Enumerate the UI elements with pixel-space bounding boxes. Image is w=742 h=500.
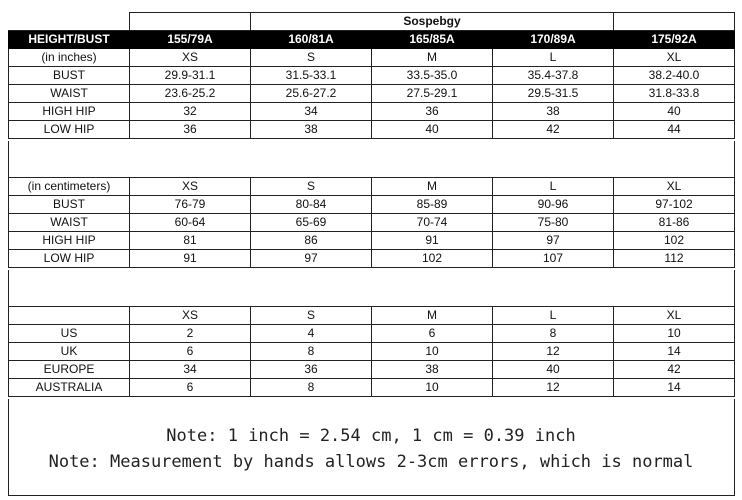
size-value-cell: 112 (614, 250, 735, 268)
section-gap (8, 141, 735, 177)
row-label-cell: WAIST (9, 214, 130, 232)
size-value-cell: 14 (614, 343, 735, 361)
size-value-cell: XL (614, 307, 735, 325)
row-label-cell: LOW HIP (9, 121, 130, 139)
size-value-cell: XS (130, 49, 251, 67)
size-value-cell: 36 (251, 361, 372, 379)
size-value-cell: 90-96 (493, 196, 614, 214)
size-value-cell: 27.5-29.1 (372, 85, 493, 103)
size-value-cell: 76-79 (130, 196, 251, 214)
size-value-cell: 81 (130, 232, 251, 250)
row-label-cell: HIGH HIP (9, 103, 130, 121)
size-value-cell: 81-86 (614, 214, 735, 232)
table-row (9, 232, 735, 250)
table-row (9, 307, 735, 325)
size-value-cell: 97-102 (614, 196, 735, 214)
row-label-cell: EUROPE (9, 361, 130, 379)
table-row (9, 361, 735, 379)
blank-cell (130, 13, 251, 31)
row-label-cell: UK (9, 343, 130, 361)
measurement-note: Note: Measurement by hands allows 2-3cm errors, which is normal (48, 452, 694, 472)
size-value-cell: 6 (372, 325, 493, 343)
table-row (9, 103, 735, 121)
size-value-cell: 107 (493, 250, 614, 268)
size-value-cell: 6 (130, 343, 251, 361)
table-row (9, 196, 735, 214)
size-value-cell: 32 (130, 103, 251, 121)
row-label-cell: (in inches) (9, 49, 130, 67)
size-value-cell: 34 (130, 361, 251, 379)
size-value-cell: 75-80 (493, 214, 614, 232)
size-value-cell: 86 (251, 232, 372, 250)
size-value-cell: 40 (614, 103, 735, 121)
header-cell: 160/81A (251, 31, 372, 49)
size-value-cell: L (493, 178, 614, 196)
size-value-cell: S (251, 49, 372, 67)
row-label-cell (9, 307, 130, 325)
size-value-cell: XS (130, 307, 251, 325)
inches-size-table (8, 12, 735, 139)
table-row (9, 214, 735, 232)
conversion-note: Note: 1 inch = 2.54 cm, 1 cm = 0.39 inch (166, 426, 576, 446)
row-label-cell: (in centimeters) (9, 178, 130, 196)
table-row (9, 49, 735, 67)
size-value-cell: 23.6-25.2 (130, 85, 251, 103)
blank-cell (614, 13, 735, 31)
row-label-cell: HIGH HIP (9, 232, 130, 250)
row-label-cell: WAIST (9, 85, 130, 103)
size-value-cell: 35.4-37.8 (493, 67, 614, 85)
size-value-cell: 102 (372, 250, 493, 268)
size-value-cell: 38 (251, 121, 372, 139)
size-value-cell: 65-69 (251, 214, 372, 232)
size-value-cell: 91 (372, 232, 493, 250)
size-value-cell: XL (614, 49, 735, 67)
size-value-cell: XS (130, 178, 251, 196)
size-value-cell: 80-84 (251, 196, 372, 214)
size-value-cell: 34 (251, 103, 372, 121)
height-bust-header-row (9, 31, 735, 49)
size-value-cell: 6 (130, 379, 251, 397)
size-value-cell: 8 (251, 343, 372, 361)
size-value-cell: 8 (251, 379, 372, 397)
size-value-cell: L (493, 49, 614, 67)
size-value-cell: 14 (614, 379, 735, 397)
row-label-cell: LOW HIP (9, 250, 130, 268)
size-value-cell: XL (614, 178, 735, 196)
header-cell: HEIGHT/BUST (9, 31, 130, 49)
size-value-cell: 2 (130, 325, 251, 343)
size-value-cell: 40 (372, 121, 493, 139)
size-value-cell: 102 (614, 232, 735, 250)
size-value-cell: 70-74 (372, 214, 493, 232)
size-value-cell: 12 (493, 343, 614, 361)
region-size-table (8, 306, 735, 397)
size-value-cell: 31.5-33.1 (251, 67, 372, 85)
row-label-cell: AUSTRALIA (9, 379, 130, 397)
size-value-cell: 10 (372, 379, 493, 397)
table-row (9, 379, 735, 397)
size-value-cell: 97 (493, 232, 614, 250)
cm-size-table (8, 177, 735, 268)
size-value-cell: 36 (130, 121, 251, 139)
size-value-cell: S (251, 307, 372, 325)
size-value-cell: 97 (251, 250, 372, 268)
table-row (9, 121, 735, 139)
size-value-cell: 60-64 (130, 214, 251, 232)
header-cell: 165/85A (372, 31, 493, 49)
brand-name: Sospebgy (251, 13, 614, 31)
size-value-cell: L (493, 307, 614, 325)
table-row (9, 325, 735, 343)
size-value-cell: 25.6-27.2 (251, 85, 372, 103)
size-value-cell: 4 (251, 325, 372, 343)
table-row (9, 67, 735, 85)
size-value-cell: 44 (614, 121, 735, 139)
section-gap (8, 270, 735, 306)
row-label-cell: US (9, 325, 130, 343)
size-value-cell: 42 (614, 361, 735, 379)
size-value-cell: 42 (493, 121, 614, 139)
header-cell: 170/89A (493, 31, 614, 49)
size-value-cell: 29.9-31.1 (130, 67, 251, 85)
notes-box (8, 399, 735, 496)
size-value-cell: M (372, 49, 493, 67)
size-value-cell: M (372, 307, 493, 325)
size-value-cell: 38.2-40.0 (614, 67, 735, 85)
size-value-cell: 38 (372, 361, 493, 379)
size-value-cell: S (251, 178, 372, 196)
size-value-cell: 8 (493, 325, 614, 343)
size-value-cell: 10 (372, 343, 493, 361)
blank-cell (9, 13, 130, 31)
table-row (9, 85, 735, 103)
size-value-cell: 29.5-31.5 (493, 85, 614, 103)
row-label-cell: BUST (9, 67, 130, 85)
size-value-cell: 31.8-33.8 (614, 85, 735, 103)
size-value-cell: 33.5-35.0 (372, 67, 493, 85)
size-value-cell: 40 (493, 361, 614, 379)
table-row (9, 250, 735, 268)
size-value-cell: 91 (130, 250, 251, 268)
size-value-cell: 12 (493, 379, 614, 397)
header-cell: 155/79A (130, 31, 251, 49)
size-value-cell: M (372, 178, 493, 196)
size-value-cell: 36 (372, 103, 493, 121)
size-value-cell: 85-89 (372, 196, 493, 214)
table-row (9, 343, 735, 361)
table-row (9, 178, 735, 196)
brand-row (9, 13, 735, 31)
size-value-cell: 10 (614, 325, 735, 343)
size-value-cell: 38 (493, 103, 614, 121)
row-label-cell: BUST (9, 196, 130, 214)
header-cell: 175/92A (614, 31, 735, 49)
